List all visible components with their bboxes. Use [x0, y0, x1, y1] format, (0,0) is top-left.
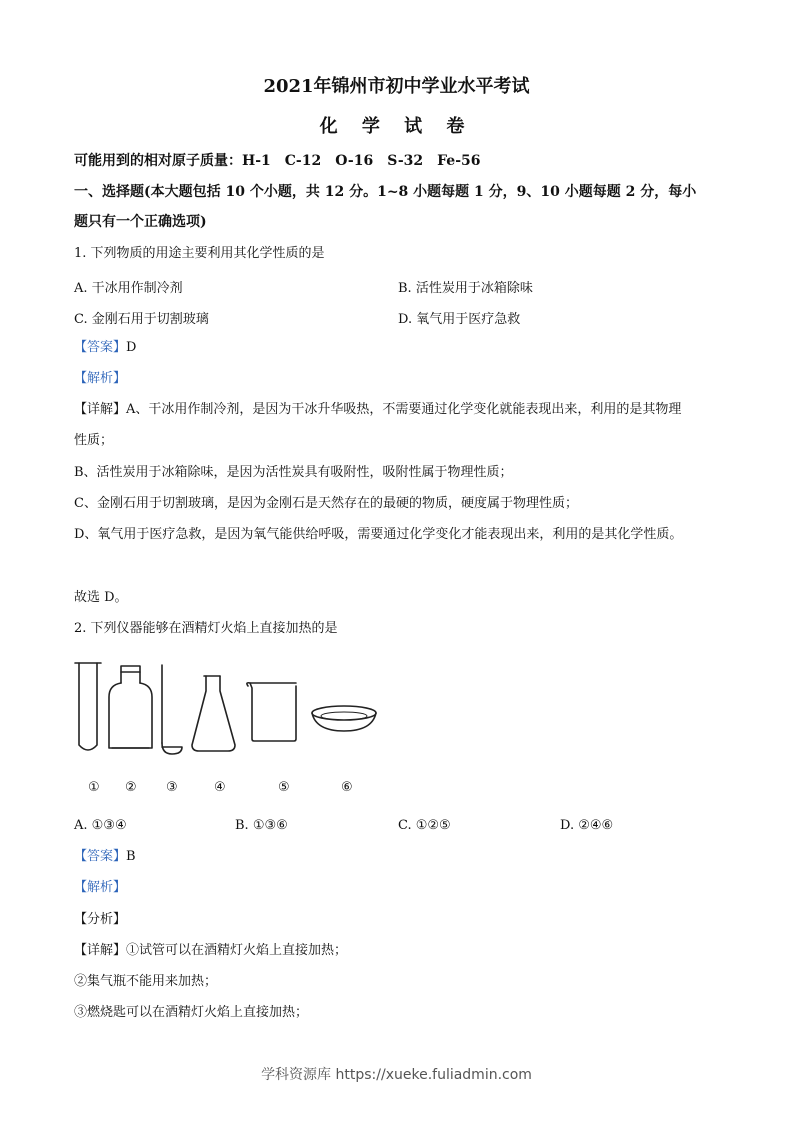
- q2-answer-line: [74, 849, 136, 865]
- beaker-icon: [247, 683, 296, 741]
- q1-answer-tag: 【答案】: [74, 340, 127, 355]
- q1-answer-line: [74, 340, 136, 356]
- footer-watermark: 学科资源库 https://xueke.fuliadmin.com: [261, 1067, 532, 1083]
- test-tube-icon: [75, 663, 101, 750]
- q1-detail-tag: 【详解】: [74, 402, 127, 417]
- q2-option-b: B. ①③⑥: [235, 818, 288, 833]
- q2-analysis2-tag: 【分析】: [74, 912, 127, 927]
- q2-analysis-tag: 【解析】: [74, 880, 127, 895]
- q1-option-b: B. 活性炭用于冰箱除味: [398, 281, 533, 296]
- q2-answer-tag: 【答案】: [74, 849, 127, 864]
- q2-option-a: A. ①③④: [74, 818, 127, 833]
- evaporating-dish-icon: [312, 706, 376, 731]
- q1-detail-b: B、活性炭用于冰箱除味，是因为活性炭具有吸附性，吸附性属于物理性质；: [74, 465, 513, 480]
- instrument-label-4: ④: [214, 780, 226, 795]
- q2-detail-tag: 【详解】: [74, 943, 127, 958]
- q1-option-d: D. 氧气用于医疗急救: [398, 312, 521, 327]
- combustion-spoon-icon: [162, 665, 182, 754]
- q2-option-d: D. ②④⑥: [560, 818, 614, 833]
- exam-subtitle: 化 学 试 卷: [319, 116, 474, 137]
- q2-option-c: C. ①②⑤: [398, 818, 451, 833]
- q1-answer: D: [126, 340, 137, 355]
- q1-stem: 1. 下列物质的用途主要利用其化学性质的是: [74, 246, 325, 261]
- gas-bottle-icon: [109, 666, 152, 748]
- section-heading-line1: 一、选择题(本大题包括 10 个小题，共 12 分。1~8 小题每题 1 分，9、10 小题每题 2 分，每小: [74, 184, 697, 200]
- instrument-label-5: ⑤: [278, 780, 290, 795]
- q1-option-a: A. 干冰用作制冷剂: [74, 281, 183, 296]
- q1-detail-c: C、金刚石用于切割玻璃，是因为金刚石是天然存在的最硬的物质，硬度属于物理性质；: [74, 496, 578, 511]
- instrument-label-3: ③: [166, 780, 178, 795]
- conical-flask-icon: [192, 676, 235, 751]
- q2-detail-2: ②集气瓶不能用来加热；: [74, 974, 218, 989]
- q1-detail-a-line1: [74, 402, 681, 418]
- exam-title: 2021年锦州市初中学业水平考试: [263, 76, 530, 97]
- atomic-masses: 可能用到的相对原子质量：H-1 C-12 O-16 S-32 Fe-56: [74, 153, 481, 169]
- q2-answer: B: [126, 849, 136, 864]
- q1-detail-a-line2: 性质；: [74, 433, 114, 448]
- lab-instruments-figure: [60, 655, 400, 765]
- instrument-label-2: ②: [125, 780, 137, 795]
- q1-detail-a1: A、干冰用作制冷剂，是因为干冰升华吸热，不需要通过化学变化就能表现出来，利用的是其物理: [126, 402, 682, 417]
- q2-detail-1: ①试管可以在酒精灯火焰上直接加热；: [126, 943, 348, 958]
- instrument-label-1: ①: [88, 780, 100, 795]
- section-heading-line2: 题只有一个正确选项): [74, 214, 207, 230]
- q1-analysis-tag: 【解析】: [74, 371, 127, 386]
- q1-detail-d: D、氧气用于医疗急救，是因为氧气能供给呼吸，需要通过化学变化才能表现出来，利用的是其化学性质。: [74, 527, 683, 542]
- q2-stem: 2. 下列仪器能够在酒精灯火焰上直接加热的是: [74, 621, 338, 636]
- q2-detail-line1: [74, 943, 347, 959]
- q1-conclusion: 故选 D。: [74, 590, 128, 605]
- instrument-label-6: ⑥: [341, 780, 353, 795]
- q1-option-c: C. 金刚石用于切割玻璃: [74, 312, 209, 327]
- q2-detail-3: ③燃烧匙可以在酒精灯火焰上直接加热；: [74, 1005, 309, 1020]
